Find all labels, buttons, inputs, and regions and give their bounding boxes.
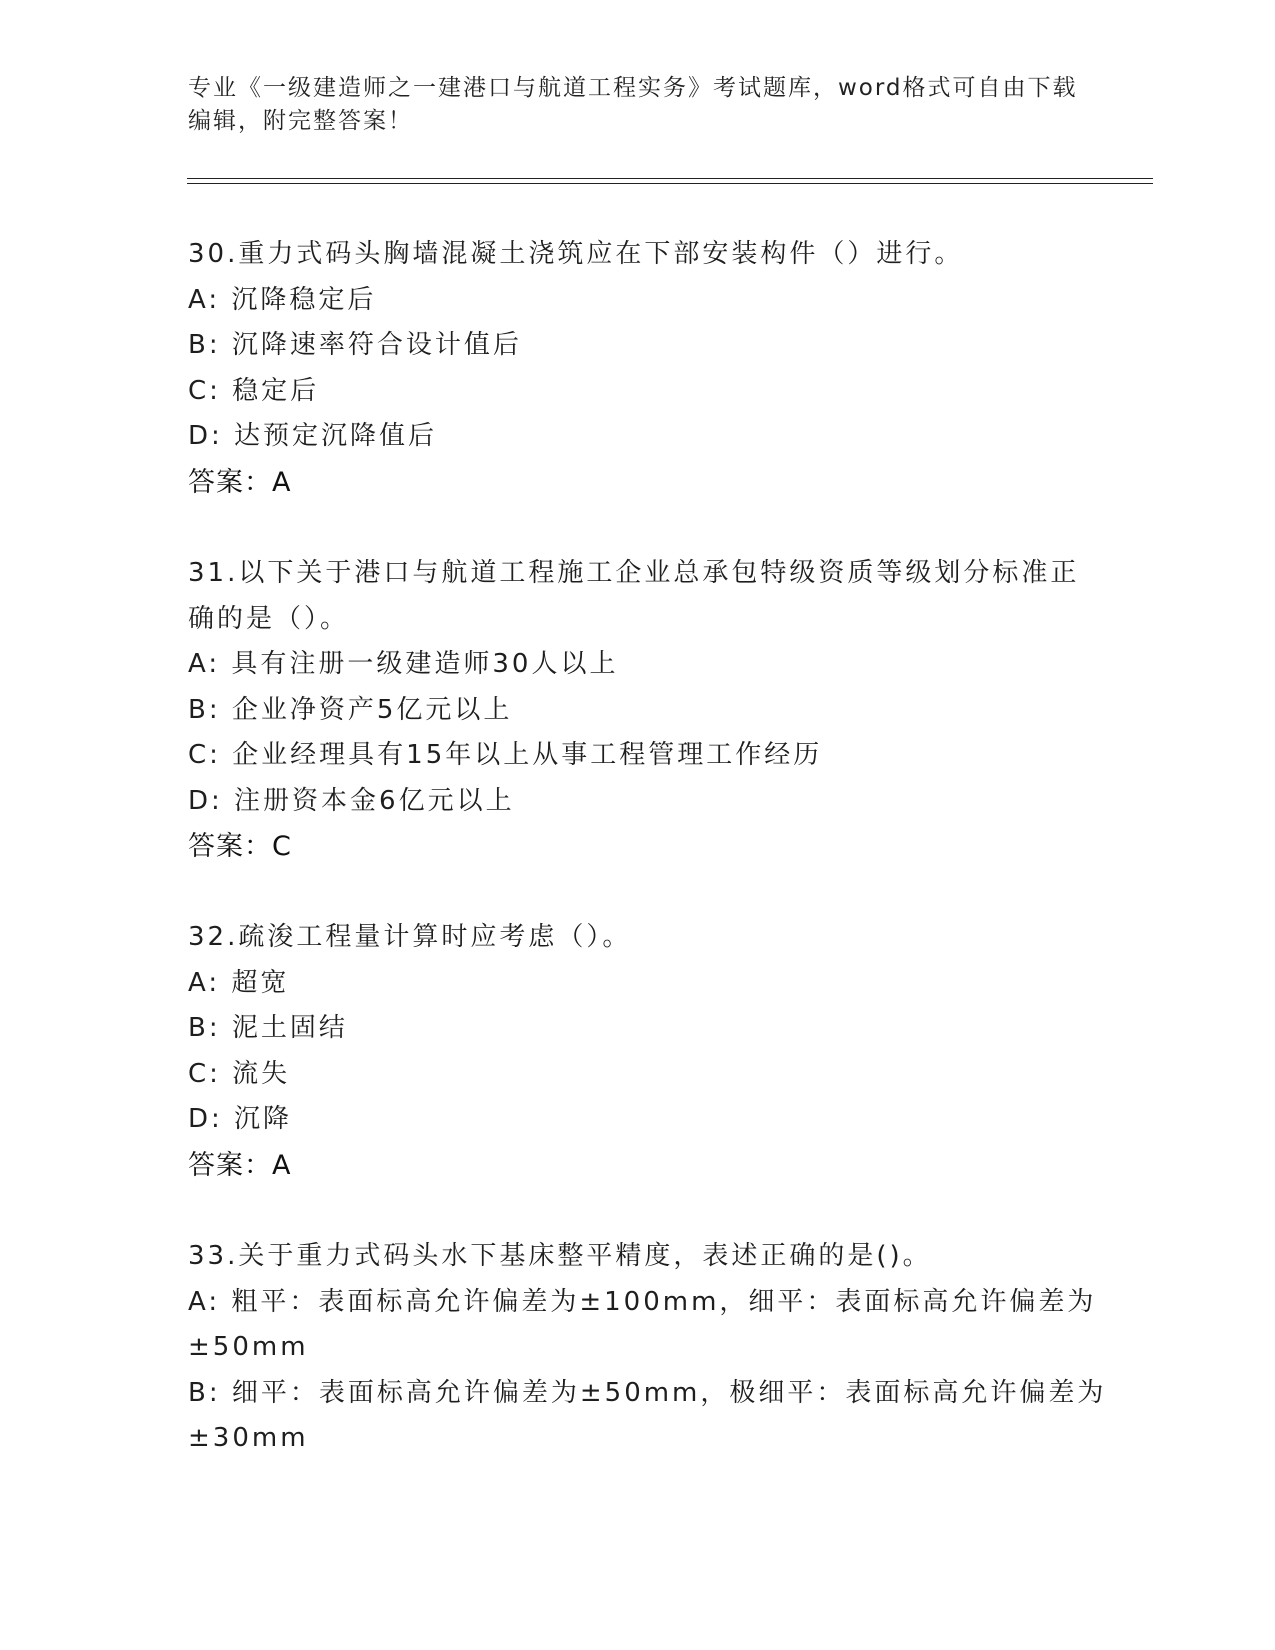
question-text: 30.重力式码头胸墙混凝土浇筑应在下部安装构件（）进行。	[188, 239, 964, 269]
option-a: A: 粗平：表面标高允许偏差为±100mm，细平：表面标高允许偏差为	[188, 1286, 1097, 1317]
question-text: 32.疏浚工程量计算时应考虑（）。	[188, 922, 632, 952]
question-30	[188, 232, 1088, 505]
option-c: C: 稳定后	[188, 375, 320, 406]
option-b-continued: ±30mm	[188, 1423, 309, 1453]
option-d: D: 沉降	[188, 1104, 293, 1134]
option-a: A: 超宽	[188, 967, 290, 998]
option-a-continued: ±50mm	[188, 1332, 309, 1362]
header-divider-bottom	[187, 183, 1153, 184]
question-text-continued: 确的是（）。	[188, 603, 350, 634]
header-line-1: 专业《一级建造师之一建港口与航道工程实务》考试题库，word格式可自由下载	[188, 75, 1078, 101]
option-b: B: 细平：表面标高允许偏差为±50mm，极细平：表面标高允许偏差为	[188, 1377, 1107, 1408]
header-divider-top	[187, 178, 1153, 179]
option-b: B: 沉降速率符合设计值后	[188, 330, 522, 360]
answer: 答案：A	[188, 466, 292, 498]
answer: 答案：C	[188, 831, 292, 862]
answer: 答案：A	[188, 1149, 292, 1181]
option-c: C: 企业经理具有15年以上从事工程管理工作经历	[188, 740, 823, 770]
option-c: C: 流失	[188, 1058, 291, 1089]
question-text: 33.关于重力式码头水下基床整平精度，表述正确的是()。	[188, 1241, 932, 1271]
document-header	[188, 72, 1088, 138]
option-a: A: 沉降稳定后	[188, 284, 377, 315]
option-b: B: 泥土固结	[188, 1013, 348, 1043]
question-31	[188, 551, 1088, 870]
question-text: 31.以下关于港口与航道工程施工企业总承包特级资质等级划分标准正	[188, 558, 1080, 588]
question-33	[188, 1234, 1107, 1462]
option-d: D: 注册资本金6亿元以上	[188, 785, 515, 816]
header-line-2: 编辑，附完整答案！	[188, 108, 413, 134]
question-32	[188, 915, 1088, 1188]
option-a: A: 具有注册一级建造师30人以上	[188, 649, 619, 679]
option-b: B: 企业净资产5亿元以上	[188, 694, 513, 725]
option-d: D: 达预定沉降值后	[188, 421, 438, 451]
